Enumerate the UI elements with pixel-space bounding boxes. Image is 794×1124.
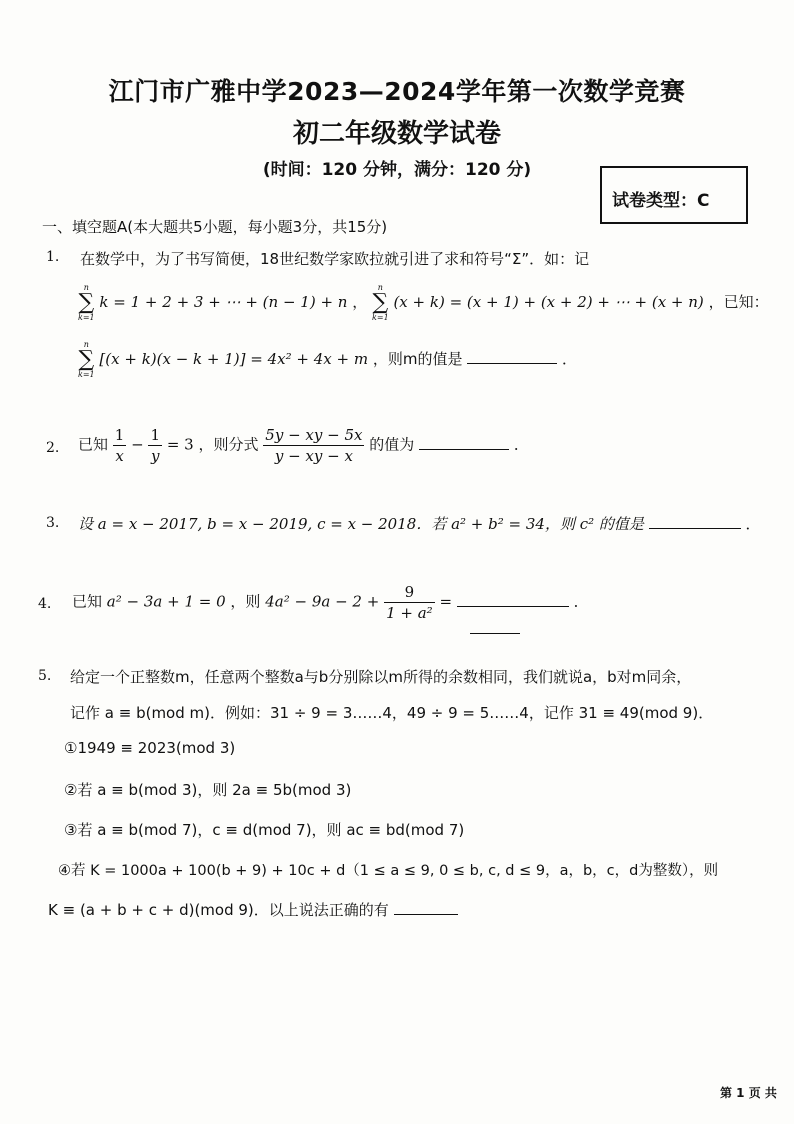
q1-number: 1. <box>46 249 60 265</box>
q2-frac-2: $\frac{1}{y}$ <box>150 426 161 465</box>
paper-type-box <box>600 166 748 224</box>
time-info: (时间：120 分钟，满分：120 分) <box>262 160 532 180</box>
q1-known: ，已知： <box>708 293 769 311</box>
q1-line2: n ∑ k=1 k = 1 + 2 + 3 + ⋯ + (n − 1) + n ， n ∑ k=1 (x + k) = (x + 1) + (x + 2) + ⋯ + (x + n) ，已知： <box>78 283 769 322</box>
sigma-3: n ∑ k=1 <box>78 340 95 379</box>
q4-number: 4. <box>38 596 52 612</box>
page-number: 第 1 页 共 <box>720 1086 777 1100</box>
section-heading: 一、填空题A(本大题共5小题，每小题3分，共15分) <box>42 218 388 236</box>
q2-answer-blank[interactable] <box>419 435 509 450</box>
sigma-1: n ∑ k=1 <box>78 283 95 322</box>
q5-answer-blank[interactable] <box>394 900 458 915</box>
q5-item-2: ②若 a ≡ b(mod 3)，则 2a ≡ 5b(mod 3) <box>64 781 352 799</box>
q3-number: 3. <box>46 515 60 531</box>
q2-line: 已知 $\frac{1}{x}$ − $\frac{1}{y}$ = 3 ，则分式 $\frac{5y - xy - 5x}{y - xy - x}$ 的值为 ． <box>78 426 529 465</box>
q5-number: 5. <box>38 668 52 684</box>
q1-answer-blank[interactable] <box>467 349 557 364</box>
q4-line: 已知 a² − 3a + 1 = 0 ，则 4a² − 9a − 2 + $\frac{9}{\text{1 + a²}}$ = ． <box>72 583 589 622</box>
paper-type-label: 试卷类型：C <box>612 191 710 211</box>
q5-item-4: ④若 K = 1000a + 100(b + 9) + 10c + d（1 ≤ a ≤ 9, 0 ≤ b, c, d ≤ 9，a，b，c，d为整数），则 <box>58 863 719 879</box>
q1-expr1: k = 1 + 2 + 3 + ⋯ + (n − 1) + n <box>99 293 348 311</box>
q2-frac-3: $\frac{5y - xy - 5x}{y - xy - x}$ <box>265 426 363 465</box>
q3-answer-blank[interactable] <box>649 514 741 529</box>
q3-line: 设 a = x − 2017, b = x − 2019, c = x − 2018．若 a² + b² = 34，则 c² 的值是 ． <box>78 515 761 533</box>
q1-intro: 在数学中，为了书写简便，18世纪数学家欧拉就引进了求和符号“Σ”．如：记 <box>80 250 590 268</box>
q5-item-3: ③若 a ≡ b(mod 7)，c ≡ d(mod 7)，则 ac ≡ bd(mod 7) <box>64 821 465 839</box>
sigma-2: n ∑ k=1 <box>372 283 389 322</box>
q5-line2: 记作 a ≡ b(mod m)．例如：31 ÷ 9 = 3……4，49 ÷ 9 = 5……4，记作 31 ≡ 49(mod 9)． <box>70 704 714 722</box>
q5-line1: 给定一个正整数m，任意两个整数a与b分别除以m所得的余数相同，我们就说a，b对m同余， <box>70 668 692 686</box>
q4-answer-blank[interactable] <box>457 592 569 607</box>
q4-frac: $\frac{9}{\text{1 + a²}}$ <box>386 583 433 622</box>
q2-frac-1: $\frac{1}{x}$ <box>114 426 125 465</box>
exam-subtitle: 初二年级数学试卷 <box>292 119 501 149</box>
q1-expr2: (x + k) = (x + 1) + (x + 2) + ⋯ + (x + n) <box>393 293 704 311</box>
q5-item-4b: K ≡ (a + b + c + d)(mod 9)．以上说法正确的有 <box>48 899 458 920</box>
q3-expr: 设 a = x − 2017, b = x − 2019, c = x − 2018．若 a² + b² = 34，则 c² 的值是 <box>78 515 644 533</box>
q5-item-1: ①1949 ≡ 2023(mod 3) <box>64 739 236 757</box>
q1-expr3: [(x + k)(x − k + 1)] = 4x² + 4x + m <box>99 350 369 368</box>
q2-number: 2. <box>46 440 60 456</box>
q1-ask: ，则m的值是 <box>372 350 463 368</box>
stray-underline <box>470 633 520 634</box>
exam-title: 江门市广雅中学2023—2024学年第一次数学竞赛 <box>108 77 686 106</box>
q1-line3: n ∑ k=1 [(x + k)(x − k + 1)] = 4x² + 4x + m ，则m的值是 ． <box>78 340 578 379</box>
